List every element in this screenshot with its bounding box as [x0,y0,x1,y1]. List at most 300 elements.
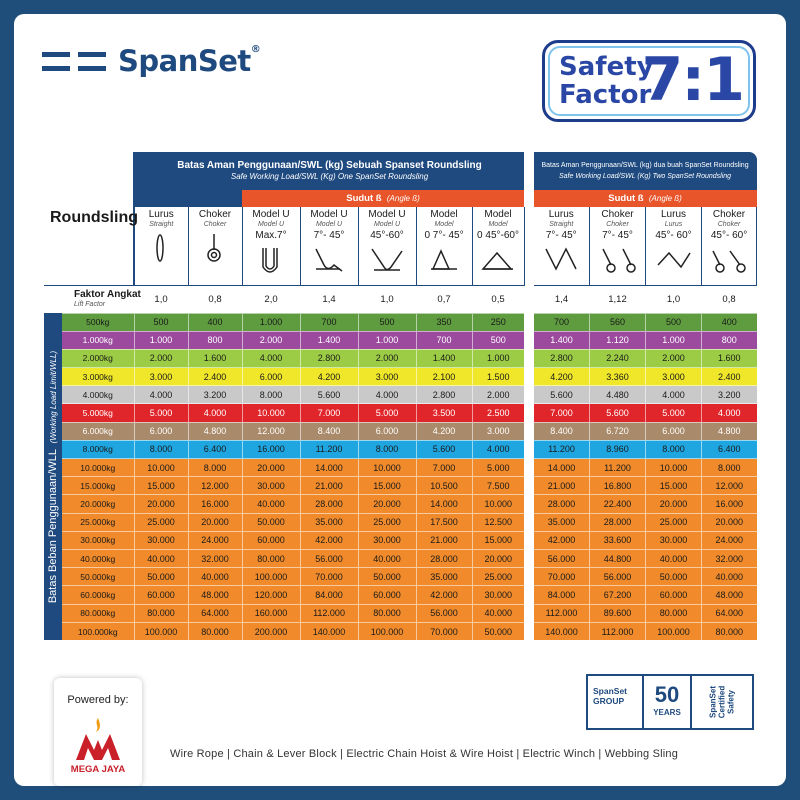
swl-cell: 500 [472,331,524,349]
swl-cell: 12.000 [188,477,242,495]
swl-cell: 1.400 [416,349,472,367]
swl-cell: 100.000 [134,622,188,640]
capacity-cell: 10.000kg [62,459,134,477]
swl-cell: 12.000 [242,422,300,440]
swl-cell: 6.000 [358,422,416,440]
swl-cell: 24.000 [188,531,242,549]
lift-factor-value: 1,12 [608,293,627,305]
column-title: Lurus [148,209,174,220]
column-angle: 45°-60° [370,230,404,241]
table-row [44,477,524,495]
capacity-cell: 6.000kg [62,422,134,440]
table-row [44,404,524,422]
capacity-cell: 3.000kg [62,368,134,386]
swl-cell: 64.000 [702,604,757,622]
table-row [534,368,757,386]
swl-cell: 5.600 [590,404,646,422]
column-title: Lurus [660,209,686,220]
column-header [242,207,300,285]
swl-cell: 8.000 [358,440,416,458]
swl-cell: 11.200 [590,459,646,477]
swl-cell: 700 [416,331,472,349]
swl-cell: 2.000 [134,349,188,367]
spanset-logo-mark [42,48,106,74]
mega-jaya-logo-icon [74,716,122,762]
swl-cell: 14.000 [300,459,358,477]
swl-cell: 24.000 [702,531,757,549]
safety-factor-ratio: 7:1 [641,45,743,115]
swl-cell: 1.120 [590,331,646,349]
swl-cell: 2.240 [590,349,646,367]
lift-factor-value: 0,5 [491,293,505,305]
swl-cell: 250 [472,313,524,331]
swl-cell: 40.000 [472,604,524,622]
swl-cell: 4.200 [534,368,590,386]
swl-cell: 1.600 [702,349,757,367]
swl-cell: 8.400 [300,422,358,440]
product-tagline: Wire Rope | Chain & Lever Block | Electric Chain Hoist & Wire Hoist | Electric Winch | Webbing Sling [170,748,679,760]
swl-cell: 15.000 [646,477,702,495]
table-row [534,459,757,477]
swl-cell: 48.000 [702,586,757,604]
swl-cell: 2.000 [646,349,702,367]
swl-cell: 2.400 [188,368,242,386]
capacity-cell: 2.000kg [62,349,134,367]
column-angle: 0 7°- 45° [424,230,464,241]
swl-cell: 4.200 [300,368,358,386]
swl-cell: 89.600 [590,604,646,622]
swl-cell: 42.000 [416,586,472,604]
capacity-cell: 100.000kg [62,622,134,640]
column-header [534,207,590,285]
swl-cell: 4.200 [416,422,472,440]
capacity-cell: 30.000kg [62,531,134,549]
table-row [44,459,524,477]
swl-cell: 1.600 [188,349,242,367]
table-row [44,313,524,331]
single-table-header: Batas Aman Penggunaan/SWL (kg) Sebuah Spanset Roundsling Safe Working Load/SWL (Kg) One SpanSet Roundsling [134,152,524,190]
swl-cell: 350 [416,313,472,331]
swl-cell: 140.000 [534,622,590,640]
swl-cell: 40.000 [702,568,757,586]
basket-u-angled-icon [312,245,346,277]
swl-cell: 15.000 [472,531,524,549]
swl-cell: 10.000 [472,495,524,513]
spanset-logo [42,44,260,78]
swl-cell: 21.000 [416,531,472,549]
swl-cell: 40.000 [242,495,300,513]
swl-cell: 10.000 [242,404,300,422]
swl-cell: 48.000 [188,586,242,604]
swl-cell: 3.000 [358,368,416,386]
single-angle-header: Sudut ß (Angle ß) [242,190,524,207]
swl-cell: 700 [534,313,590,331]
column-subtitle: Straight [149,221,174,228]
table-row [44,531,524,549]
swl-cell: 80.000 [358,604,416,622]
capacity-cell: 20.000kg [62,495,134,513]
swl-cell: 8.400 [534,422,590,440]
swl-cell: 3.000 [472,422,524,440]
basket-u-wide-icon [370,245,404,277]
swl-cell: 6.000 [134,422,188,440]
swl-cell: 1.000 [646,331,702,349]
capacity-cell: 5.000kg [62,404,134,422]
brand-name: SpanSet® [118,44,261,78]
swl-cell: 4.000 [358,386,416,404]
column-subtitle: Choker [717,221,741,228]
swl-cell: 35.000 [416,568,472,586]
swl-cell: 8.960 [590,440,646,458]
table-row [44,368,524,386]
swl-cell: 50.000 [358,568,416,586]
double-angle-header: Sudut ß (Angle ß) [534,190,757,207]
capacity-cell: 500kg [62,313,134,331]
capacity-cell: 60.000kg [62,586,134,604]
swl-cell: 15.000 [358,477,416,495]
lift-factor-value: 2,0 [264,293,278,305]
swl-cell: 40.000 [646,549,702,567]
swl-cell: 25.000 [358,513,416,531]
basket-model-wide-icon [481,245,515,277]
lift-factor-value: 1,4 [554,293,569,305]
swl-cell: 11.200 [534,440,590,458]
two-leg-choker-wide-icon [712,245,746,277]
table-row [44,495,524,513]
capacity-cell: 25.000kg [62,513,134,531]
swl-cell: 1.000 [134,331,188,349]
swl-cell: 32.000 [188,549,242,567]
swl-cell: 4.480 [590,386,646,404]
swl-cell: 50.000 [242,513,300,531]
table-row [534,386,757,404]
swl-cell: 5.000 [646,404,702,422]
swl-cell: 20.000 [358,495,416,513]
column-angle: 45°- 60° [655,230,692,241]
swl-cell: 33.600 [590,531,646,549]
swl-cell: 8.000 [242,386,300,404]
swl-cell: 160.000 [242,604,300,622]
table-row [534,313,757,331]
swl-cell: 5.600 [534,386,590,404]
column-title: Choker [712,209,746,220]
lift-factor-value: 0,7 [437,293,451,305]
swl-cell: 8.000 [702,459,757,477]
swl-cell: 6.000 [242,368,300,386]
swl-cell: 12.000 [702,477,757,495]
swl-cell: 4.000 [134,386,188,404]
swl-cell: 2.100 [416,368,472,386]
swl-cell: 12.500 [472,513,524,531]
table-row [44,386,524,404]
table-row [44,349,524,367]
column-title: Model U [310,209,348,220]
swl-cell: 6.000 [646,422,702,440]
swl-cell: 80.000 [702,622,757,640]
swl-cell: 25.000 [472,568,524,586]
lift-factor-value: 1,0 [154,293,168,305]
swl-cell: 3.000 [646,368,702,386]
swl-cell: 40.000 [134,549,188,567]
swl-cell: 21.000 [300,477,358,495]
lift-factor-value: 1,0 [666,293,681,305]
swl-cell: 2.000 [358,349,416,367]
table-row [44,331,524,349]
column-subtitle: Lurus [664,221,683,228]
swl-cell: 80.000 [134,604,188,622]
column-header [134,207,188,285]
table-row [534,422,757,440]
swl-cell: 70.000 [534,568,590,586]
single-roundsling-table [44,152,525,640]
swl-cell: 70.000 [416,622,472,640]
column-header [472,207,524,285]
swl-cell: 400 [702,313,757,331]
swl-cell: 1.400 [300,331,358,349]
column-angle: 45°- 60° [710,230,748,241]
swl-cell: 560 [590,313,646,331]
double-table-header: Batas Aman Penggunaan/SWL (kg) dua buah SpanSet Roundsling Safe Working Load/SWL (Kg) Two SpanSet Roundsling [534,152,757,190]
roundsling-label: Roundsling [44,152,134,285]
swl-cell: 5.000 [134,404,188,422]
swl-cell: 40.000 [188,568,242,586]
swl-cell: 50.000 [646,568,702,586]
swl-cell: 1.500 [472,368,524,386]
table-row [534,568,757,586]
swl-cell: 800 [702,331,757,349]
swl-cell: 2.400 [702,368,757,386]
swl-cell: 30.000 [646,531,702,549]
column-angle: 0 45°-60° [477,230,519,241]
swl-cell: 60.000 [646,586,702,604]
column-angle: 7°- 45° [545,230,577,241]
lift-factor-value: 1,4 [322,293,336,305]
swl-cell: 30.000 [358,531,416,549]
swl-cell: 112.000 [300,604,358,622]
swl-cell: 4.000 [702,404,757,422]
swl-cell: 3.000 [134,368,188,386]
table-row [44,604,524,622]
swl-cell: 3.360 [590,368,646,386]
swl-cell: 120.000 [242,586,300,604]
column-angle: 7°- 45° [313,230,345,241]
swl-cell: 84.000 [534,586,590,604]
swl-cell: 5.600 [416,440,472,458]
swl-cell: 3.200 [702,386,757,404]
swl-cell: 50.000 [134,568,188,586]
choker-lift-icon [198,232,232,264]
swl-cell: 56.000 [534,549,590,567]
mega-jaya-name: MEGA JAYA [70,764,126,775]
safety-factor-line2: Factor [559,80,652,110]
swl-cell: 10.000 [646,459,702,477]
swl-cell: 28.000 [416,549,472,567]
table-row [534,622,757,640]
swl-cell: 16.000 [188,495,242,513]
table-row [44,422,524,440]
swl-cell: 1.000 [472,349,524,367]
swl-cell: 1.000 [242,313,300,331]
swl-cell: 5.000 [472,459,524,477]
swl-cell: 16.000 [702,495,757,513]
swl-cell: 20.000 [242,459,300,477]
table-row [534,549,757,567]
swl-cell: 70.000 [300,568,358,586]
table-row [534,495,757,513]
swl-cell: 500 [358,313,416,331]
column-header [702,207,757,285]
swl-cell: 17.500 [416,513,472,531]
table-row [534,604,757,622]
swl-cell: 15.000 [134,477,188,495]
swl-cell: 56.000 [590,568,646,586]
capacity-cell: 15.000kg [62,477,134,495]
column-subtitle: Straight [549,221,574,228]
swl-cell: 42.000 [300,531,358,549]
swl-cell: 64.000 [188,604,242,622]
two-leg-straight-wide-icon [657,245,691,277]
swl-cell: 2.800 [416,386,472,404]
swl-cell: 7.000 [300,404,358,422]
swl-cell: 8.000 [188,459,242,477]
basket-u-icon [254,245,288,277]
swl-cell: 4.000 [188,404,242,422]
swl-cell: 80.000 [242,549,300,567]
column-subtitle: Model [434,221,454,228]
table-row [44,586,524,604]
swl-cell: 56.000 [300,549,358,567]
capacity-cell: 50.000kg [62,568,134,586]
swl-cell: 1.000 [358,331,416,349]
swl-cell: 700 [300,313,358,331]
column-title: Model [484,209,512,220]
capacity-cell: 80.000kg [62,604,134,622]
swl-cell: 16.000 [242,440,300,458]
safety-factor-badge [542,40,756,122]
wll-vertical-label: Batas Beban Penggunaan/WLL (Working Load Limit/WLL) [44,313,62,640]
swl-cell: 2.000 [472,386,524,404]
swl-cell: 100.000 [358,622,416,640]
swl-cell: 25.000 [134,513,188,531]
swl-cell: 8.000 [134,440,188,458]
swl-cell: 14.000 [534,459,590,477]
swl-cell: 5.000 [358,404,416,422]
swl-cell: 2.800 [534,349,590,367]
powered-by-box [54,678,142,786]
powered-by-label: Powered by: [67,694,129,706]
swl-cell: 30.000 [134,531,188,549]
column-subtitle: Choker [203,221,227,228]
column-subtitle: Model [488,221,508,228]
swl-cell: 2.500 [472,404,524,422]
straight-lift-icon [144,232,178,264]
swl-cell: 42.000 [534,531,590,549]
swl-cell: 84.000 [300,586,358,604]
two-leg-straight-icon [544,245,578,277]
swl-cell: 8.000 [646,440,702,458]
swl-cell: 100.000 [646,622,702,640]
swl-cell: 80.000 [646,604,702,622]
swl-cell: 6.400 [702,440,757,458]
swl-cell: 14.000 [416,495,472,513]
table-row [44,549,524,567]
table-row [534,440,757,458]
swl-cell: 60.000 [134,586,188,604]
column-subtitle: Model U [257,221,285,228]
lift-factor-value: 0,8 [208,293,222,305]
capacity-cell: 40.000kg [62,549,134,567]
swl-cell: 28.000 [300,495,358,513]
table-row [534,404,757,422]
column-title: Model U [368,209,406,220]
column-header [590,207,646,285]
capacity-cell: 8.000kg [62,440,134,458]
swl-cell: 20.000 [702,513,757,531]
swl-cell: 16.800 [590,477,646,495]
column-title: Choker [601,209,634,220]
capacity-cell: 1.000kg [62,331,134,349]
double-roundsling-table [533,152,757,640]
certification-badges [586,674,754,730]
swl-cell: 35.000 [300,513,358,531]
column-subtitle: Model U [315,221,343,228]
swl-cell: 112.000 [590,622,646,640]
column-title: Model U [252,209,290,220]
swl-cell: 20.000 [646,495,702,513]
certified-safety-badge: SpanSet Certified Safety [708,685,736,719]
swl-cell: 22.400 [590,495,646,513]
spanset-group-badge: SpanSet GROUP [588,676,644,728]
swl-cell: 6.720 [590,422,646,440]
column-header [646,207,702,285]
column-header [188,207,242,285]
table-row [534,349,757,367]
swl-cell: 28.000 [534,495,590,513]
fifty-years-badge: 50 YEARS [644,676,692,728]
table-row [44,440,524,458]
swl-cell: 140.000 [300,622,358,640]
swl-cell: 21.000 [534,477,590,495]
swl-cell: 50.000 [472,622,524,640]
swl-cell: 80.000 [188,622,242,640]
column-title: Lurus [548,209,574,220]
swl-cell: 500 [134,313,188,331]
swl-cell: 4.800 [188,422,242,440]
swl-cell: 10.500 [416,477,472,495]
swl-cell: 40.000 [358,549,416,567]
table-row [44,622,524,640]
safety-factor-line1: Safety [559,52,654,82]
swl-cell: 6.400 [188,440,242,458]
swl-cell: 10.000 [134,459,188,477]
basket-model-icon [427,245,461,277]
table-row [44,513,524,531]
swl-cell: 100.000 [242,568,300,586]
swl-cell: 7.500 [472,477,524,495]
swl-cell: 67.200 [590,586,646,604]
table-row [534,477,757,495]
table-row [44,568,524,586]
column-header [358,207,416,285]
table-row [534,531,757,549]
swl-cell: 2.000 [242,331,300,349]
swl-cell: 30.000 [242,477,300,495]
column-title: Choker [198,209,232,220]
swl-cell: 11.200 [300,440,358,458]
swl-cell: 4.000 [646,386,702,404]
swl-cell: 20.000 [472,549,524,567]
swl-cell: 500 [646,313,702,331]
